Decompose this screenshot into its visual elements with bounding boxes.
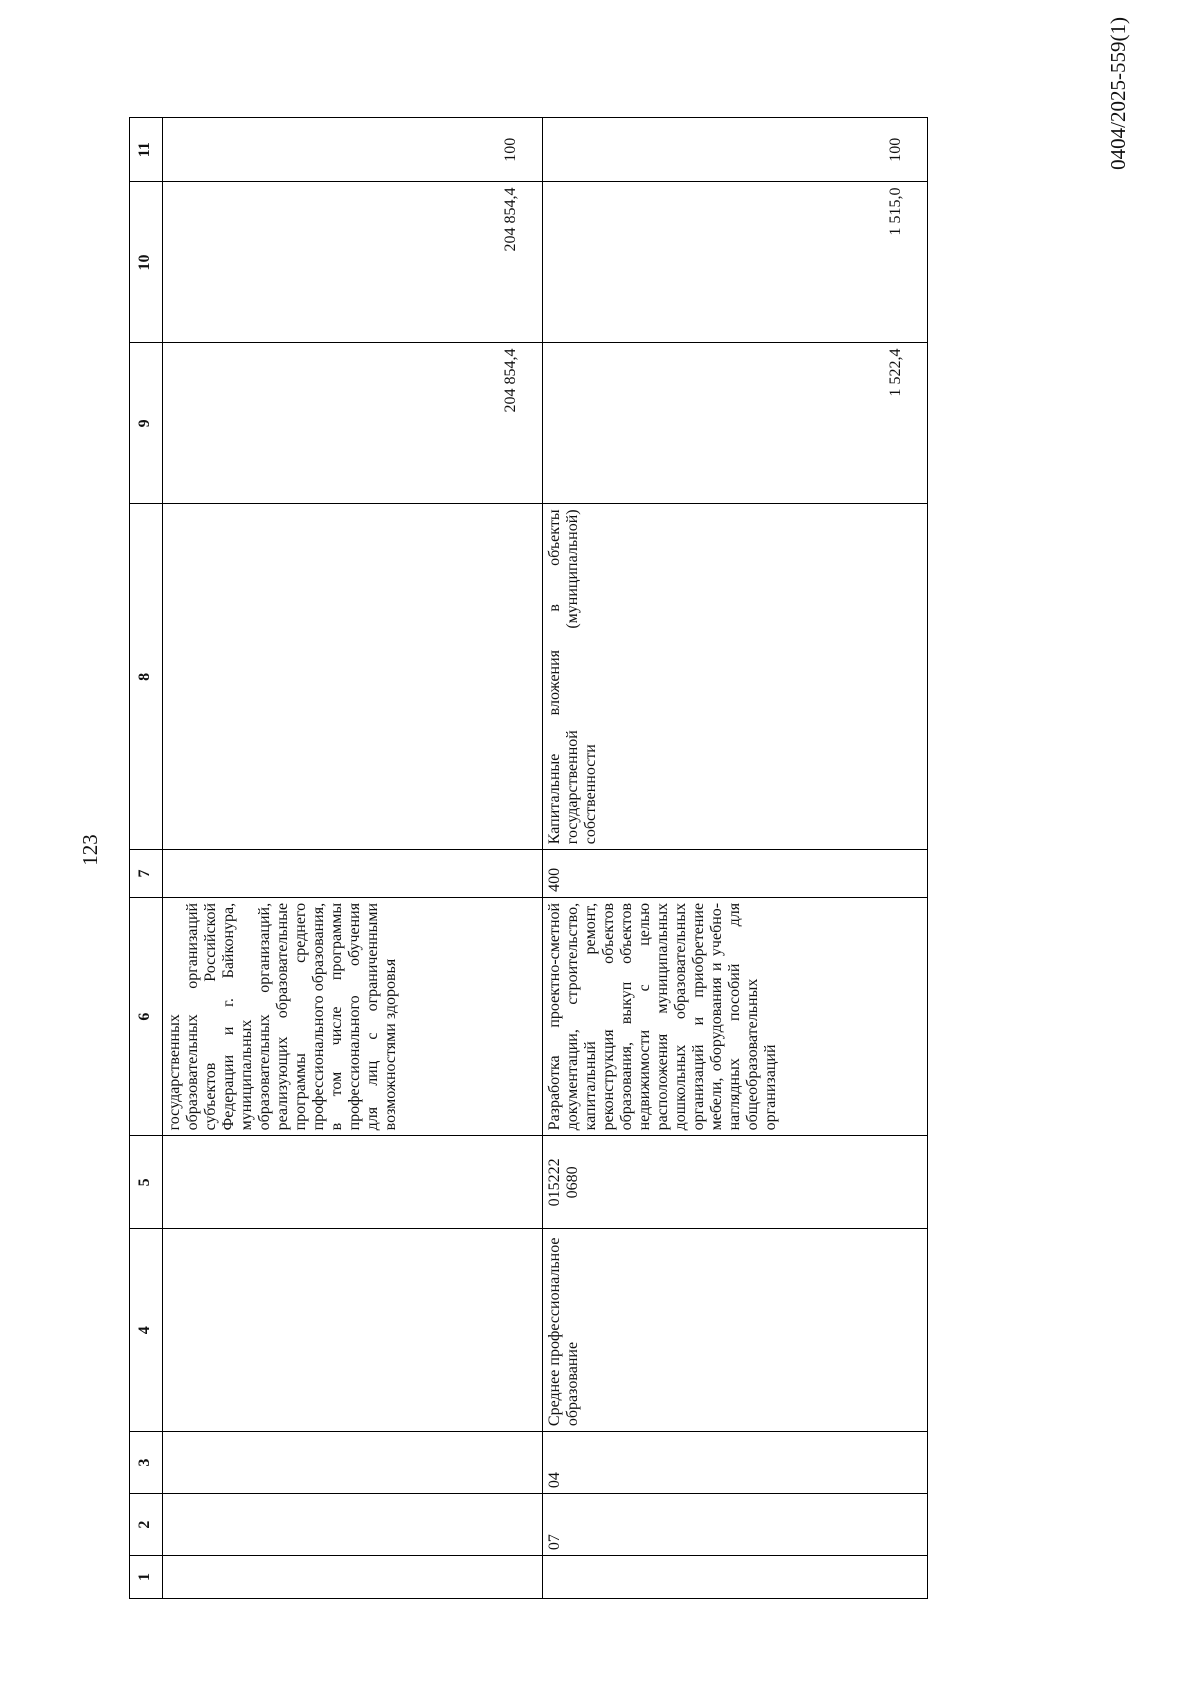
cell-col11: 100 — [163, 118, 543, 182]
cell-col5 — [163, 1136, 543, 1229]
cell-col6: Разработка проектно-сметной документации, строительство, капитальный ремонт, реконструкция объектов образования, выкуп объектов недвижимости с целью расположения муниципальных дошкольных образовательных организаций и приобретение мебели, оборудования и учебно-наглядных пособий для общеобразовательных организаций — [543, 897, 928, 1135]
cell-col3 — [163, 1432, 543, 1494]
cell-col8 — [163, 504, 543, 850]
column-number: 3 — [130, 1432, 163, 1494]
column-number: 9 — [130, 343, 163, 504]
column-number: 4 — [130, 1229, 163, 1432]
cell-col8: Капитальные вложения в объекты государственной (муниципальной) собственности — [543, 504, 928, 850]
cell-col4 — [163, 1229, 543, 1432]
column-number-row — [130, 118, 163, 1599]
cell-col7: 400 — [543, 850, 928, 898]
cell-col10: 1 515,0 — [543, 182, 928, 343]
cell-col1 — [543, 1556, 928, 1599]
table-row — [163, 118, 543, 1599]
cell-col9: 204 854,4 — [163, 343, 543, 504]
column-number: 2 — [130, 1494, 163, 1556]
document-code: 0404/2025-559(1) — [1106, 17, 1130, 170]
column-number: 5 — [130, 1136, 163, 1229]
column-number: 11 — [130, 118, 163, 182]
cell-col2 — [163, 1494, 543, 1556]
page-number: 123 — [78, 834, 102, 866]
cell-col11: 100 — [543, 118, 928, 182]
cell-col1 — [163, 1556, 543, 1599]
cell-col5: 015222 0680 — [543, 1136, 928, 1229]
cell-col4: Среднее профессиональное образование — [543, 1229, 928, 1432]
column-number: 8 — [130, 504, 163, 850]
cell-col2: 07 — [543, 1494, 928, 1556]
cell-col7 — [163, 850, 543, 898]
cell-col9: 1 522,4 — [543, 343, 928, 504]
budget-table — [129, 117, 928, 1599]
column-number: 1 — [130, 1556, 163, 1599]
cell-col10: 204 854,4 — [163, 182, 543, 343]
cell-col3: 04 — [543, 1432, 928, 1494]
column-number: 10 — [130, 182, 163, 343]
table-row — [543, 118, 928, 1599]
column-number: 6 — [130, 897, 163, 1135]
cell-col6: государственных образовательных организаций субъектов Российской Федерации и г. Байконура, муниципальных образовательных организаций, реализующих образовательные программы среднего профессионального образования, в том числе программы профессионального обучения для лиц с ограниченными возможностями здоровья — [163, 897, 543, 1135]
column-number: 7 — [130, 850, 163, 898]
